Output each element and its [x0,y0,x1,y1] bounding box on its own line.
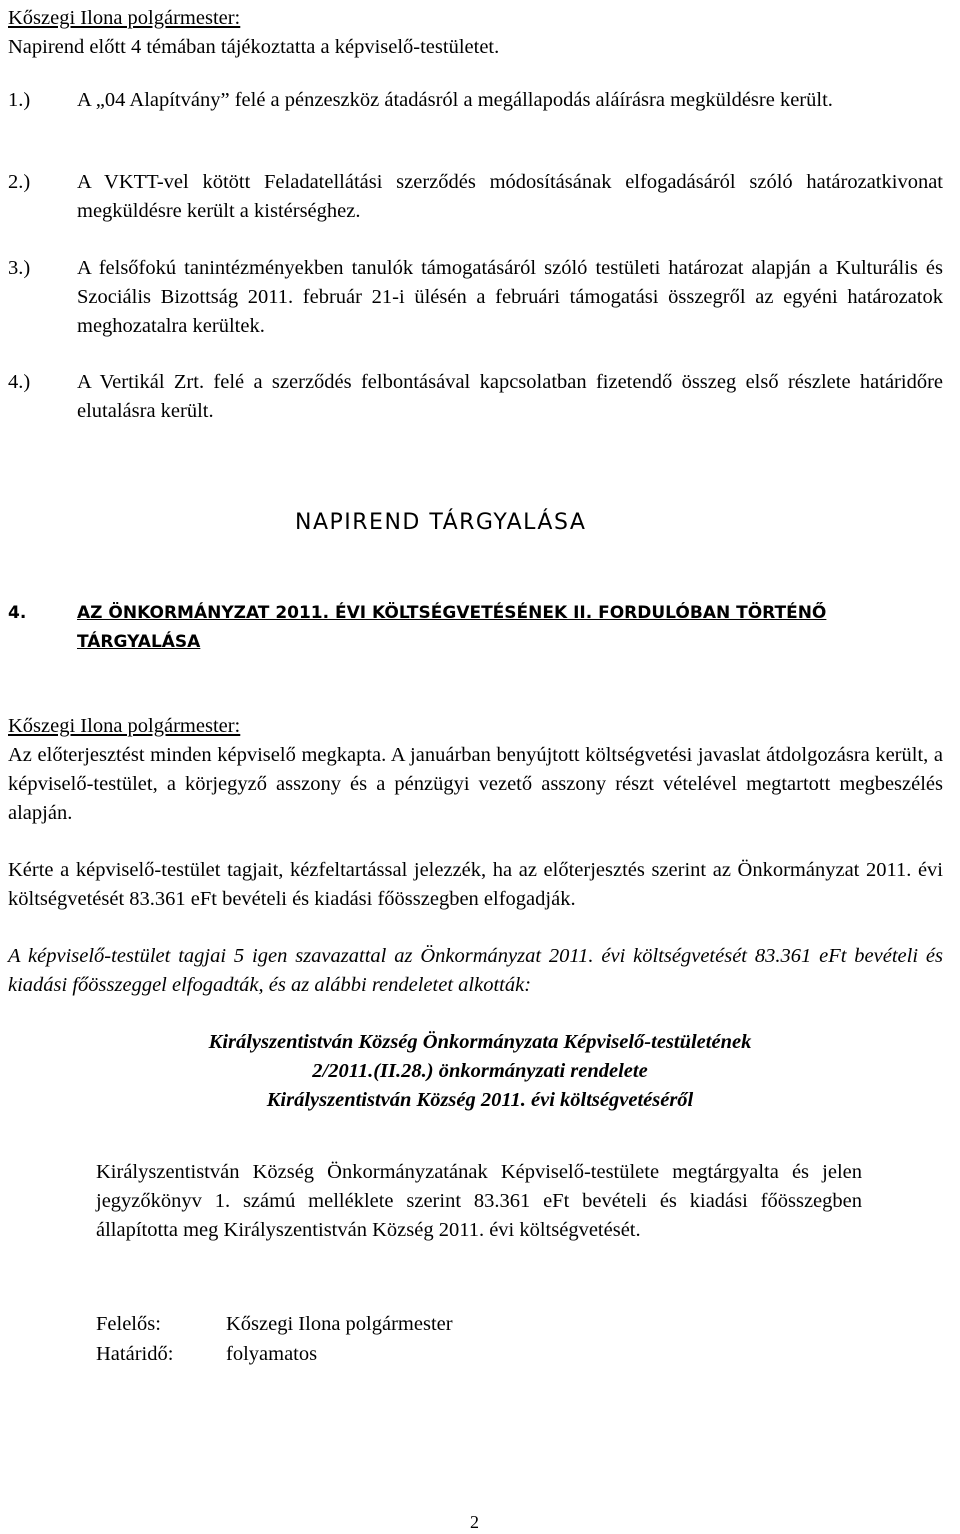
agenda-title-line2: TÁRGYALÁSA [77,632,201,652]
section-heading: NAPIREND TÁRGYALÁSA [295,510,587,535]
discussion-paragraph-2: Kérte a képviselő-testület tagjait, kézfeltartással jelezzék, ha az előterjesztés szerint az Önkormányzat 2011. évi költségvetését 83.361 eFt bevételi és kiadási főösszegben elfogadják. [8,859,943,910]
decree-title-line1: Királyszentistván Község Önkormányzata Képviselő-testületének [208,1031,752,1053]
vote-result: A képviselő-testület tagjai 5 igen szavazattal az Önkormányzat 2011. évi költségvetését 83.361 eFt bevételi és kiadási főösszeggel elfogadták, és az alábbi rendeletet alkották: [8,945,943,996]
intro-text: Napirend előtt 4 témában tájékoztatta a képviselő-testületet. [8,36,500,58]
responsible-label: Felelős: [96,1313,161,1335]
item-number: 3.) [8,257,31,279]
item-text: A felsőfokú tanintézményekben tanulók támogatásáról szóló testületi határozat alapján a Kulturális és Szociális Bizottság 2011. február 21-i ülésén a februári támogatási összegről az egyéni határozatok meghozatalra kerültek. [77,257,943,337]
deadline-value: folyamatos [226,1343,318,1365]
intro-speaker: Kőszegi Ilona polgármester: [8,7,241,29]
agenda-number: 4. [8,603,27,623]
discussion-speaker: Kőszegi Ilona polgármester: [8,715,241,737]
decree-title-line3: Királyszentistván Község 2011. évi költségvetéséről [266,1089,694,1111]
agenda-title-line1: AZ ÖNKORMÁNYZAT 2011. ÉVI KÖLTSÉGVETÉSÉNEK II. FORDULÓBAN TÖRTÉNŐ [77,603,827,623]
deadline-label: Határidő: [96,1343,174,1365]
item-number: 2.) [8,171,31,193]
item-text: A VKTT-vel kötött Feladatellátási szerződés módosításának elfogadásáról szóló határozatkivonat megküldésre került a kistérséghez. [77,171,943,222]
item-number: 1.) [8,89,31,111]
discussion-paragraph-1: Az előterjesztést minden képviselő megkapta. A januárban benyújtott költségvetési javaslat átdolgozásra került, a képviselő-testület, a körjegyző asszony és a pénzügyi vezető asszony részt vételével megtartott megbeszélés alapján. [8,744,943,824]
responsible-value: Kőszegi Ilona polgármester [226,1313,453,1335]
decree-title-line2: 2/2011.(II.28.) önkormányzati rendelete [312,1060,648,1082]
item-text: A „04 Alapítvány” felé a pénzeszköz átadásról a megállapodás aláírásra megküldésre került. [77,89,833,111]
page-number: 2 [470,1512,479,1532]
item-number: 4.) [8,371,31,393]
item-text: A Vertikál Zrt. felé a szerződés felbontásával kapcsolatban fizetendő összeg első részlete határidőre elutalásra került. [77,371,943,422]
decree-text: Királyszentistván Község Önkormányzatának Képviselő-testülete megtárgyalta és jelen jegyzőkönyv 1. számú melléklete szerint 83.361 eFt bevételi és kiadási főösszegben állapította meg Királyszentistván Község 2011. évi költségvetését. [96,1161,862,1241]
